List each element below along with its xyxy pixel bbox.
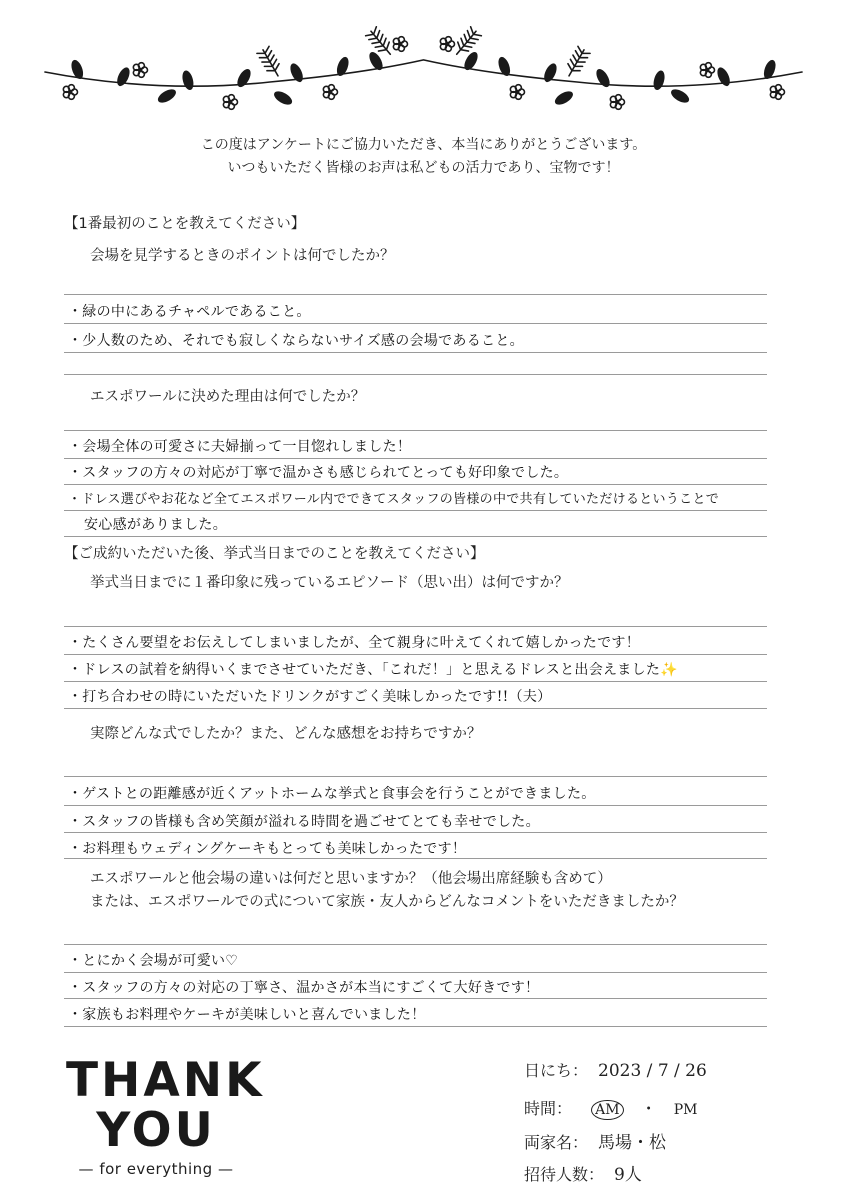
answer-rule — [64, 374, 767, 375]
answer-rule — [64, 972, 767, 973]
answer-line: ・スタッフの皆様も含め笑顔が溢れる時間を過ごせてとても幸せでした。 — [68, 814, 540, 830]
answer-line: 安心感がありました。 — [84, 517, 227, 533]
date-field — [524, 1058, 707, 1081]
flower-icon — [610, 95, 624, 110]
answer-rule — [64, 1026, 767, 1027]
question-5b: または、エスポワールでの式について家族・友人からどんなコメントをいただきましたか？ — [90, 894, 684, 910]
leaf-icon — [553, 89, 575, 108]
question-5a: エスポワールと他会場の違いは何だと思いますか？（他会場出席経験も含めて） — [90, 871, 612, 887]
intro-line-2: いつもいただく皆様のお声は私どもの活力であり、宝物です！ — [227, 160, 620, 176]
flower-icon — [510, 85, 524, 100]
answer-line: ・家族もお料理やケーキが美味しいと喜んでいました！ — [68, 1007, 426, 1023]
guests-field — [524, 1160, 642, 1185]
answer-rule — [64, 832, 767, 833]
answer-line: ・とにかく会場が可愛い♡ — [68, 953, 239, 969]
answer-rule — [64, 654, 767, 655]
time-pm: PM — [673, 1102, 698, 1118]
answer-line: ・少人数のため、それでも寂しくならないサイズ感の会場であること。 — [68, 333, 524, 349]
answer-line: ・打ち合わせの時にいただいたドリンクがすごく美味しかったです!!（夫） — [68, 689, 552, 705]
section-2-title: 【ご成約いただいた後、挙式当日までのことを教えてください】 — [64, 546, 485, 562]
leaf-icon — [652, 69, 667, 91]
answer-rule — [64, 858, 767, 859]
answer-rule — [64, 484, 767, 485]
question-3: 挙式当日までに１番印象に残っているエピソード（思い出）は何ですか？ — [90, 575, 569, 591]
time-label: 時間： — [524, 1099, 573, 1118]
answer-line: ・緑の中にあるチャペルであること。 — [68, 304, 311, 320]
vine-right — [424, 60, 802, 86]
question-4: 実際どんな式でしたか？また、どんな感想をお持ちですか？ — [90, 726, 482, 742]
thank-you-line-2: YOU — [96, 1103, 216, 1158]
families-field — [524, 1128, 666, 1153]
flower-icon — [63, 85, 77, 100]
time-field — [524, 1096, 698, 1120]
answer-rule — [64, 510, 767, 511]
answer-line: ・スタッフの方々の対応が丁寧で温かさも感じられてとっても好印象でした。 — [68, 465, 569, 481]
answer-rule — [64, 708, 767, 709]
question-2: エスポワールに決めた理由は何でしたか？ — [90, 389, 366, 405]
flower-icon — [223, 95, 237, 110]
answer-rule — [64, 458, 767, 459]
answer-rule — [64, 536, 767, 537]
intro-line-1: この度はアンケートにご協力いただき、本当にありがとうございます。 — [200, 137, 647, 153]
flower-icon — [770, 85, 784, 100]
answer-rule — [64, 294, 767, 295]
flower-icon — [323, 85, 337, 100]
question-1: 会場を見学するときのポイントは何でしたか？ — [90, 248, 395, 264]
fern-sprig-icon — [563, 46, 590, 79]
leaf-icon — [669, 87, 691, 106]
answer-line: ・ドレスの試着を納得いくまでさせていただき、「これだ！」と思えるドレスと出会えました✨ — [68, 662, 678, 678]
answer-rule — [64, 626, 767, 627]
families-label: 両家名： — [524, 1133, 589, 1152]
answer-line: ・スタッフの方々の対応の丁寧さ、温かさが本当にすごくて大好きです！ — [68, 980, 540, 996]
vine-left — [45, 60, 423, 86]
answer-line: ・たくさん要望をお伝えしてしまいましたが、全て親身に叶えてくれて嬉しかったです！ — [68, 635, 640, 651]
leaf-icon — [156, 87, 178, 106]
leaf-icon — [181, 69, 196, 91]
thank-you-logo — [66, 1053, 265, 1178]
answer-rule — [64, 776, 767, 777]
answer-rule — [64, 681, 767, 682]
answer-line: ・ゲストとの距離感が近くアットホームな挙式と食事会を行うことができました。 — [68, 786, 596, 802]
flower-icon — [700, 63, 714, 78]
flower-icon — [133, 63, 147, 78]
leaf-icon — [594, 67, 613, 89]
leaf-icon — [235, 67, 254, 89]
families-value: 馬場・松 — [598, 1133, 667, 1153]
time-separator: ・ — [640, 1099, 657, 1118]
answer-rule — [64, 430, 767, 431]
answer-rule — [64, 944, 767, 945]
answer-line: ・ドレス選びやお花など全てエスポワール内でできてスタッフの皆様の中で共有していただけるということで — [68, 492, 720, 507]
thank-you-line-1: THANK — [66, 1053, 265, 1108]
flower-icon — [393, 37, 407, 52]
answer-line: ・会場全体の可愛さに夫婦揃って一目惚れしました！ — [68, 439, 412, 455]
date-value: 2023 / 7 / 26 — [598, 1061, 707, 1081]
guests-value: 9人 — [614, 1165, 642, 1185]
answer-rule — [64, 323, 767, 324]
leaf-icon — [715, 66, 733, 88]
time-am-circled: AM — [591, 1100, 623, 1120]
thank-you-subtitle: — for everything — — [78, 1160, 234, 1178]
leaf-icon — [115, 66, 133, 88]
date-label: 日にち： — [524, 1061, 589, 1080]
fern-sprig-icon — [257, 46, 284, 79]
answer-rule — [64, 998, 767, 999]
answer-rule — [64, 352, 767, 353]
section-1-title: 【1番最初のことを教えてください】 — [64, 216, 306, 232]
leaf-icon — [272, 89, 294, 108]
guests-label: 招待人数： — [524, 1165, 605, 1184]
answer-line: ・お料理もウェディングケーキもとっても美味しかったです！ — [68, 841, 467, 857]
leaf-garland-illustration — [40, 22, 807, 112]
flower-icon — [440, 37, 454, 52]
answer-rule — [64, 805, 767, 806]
